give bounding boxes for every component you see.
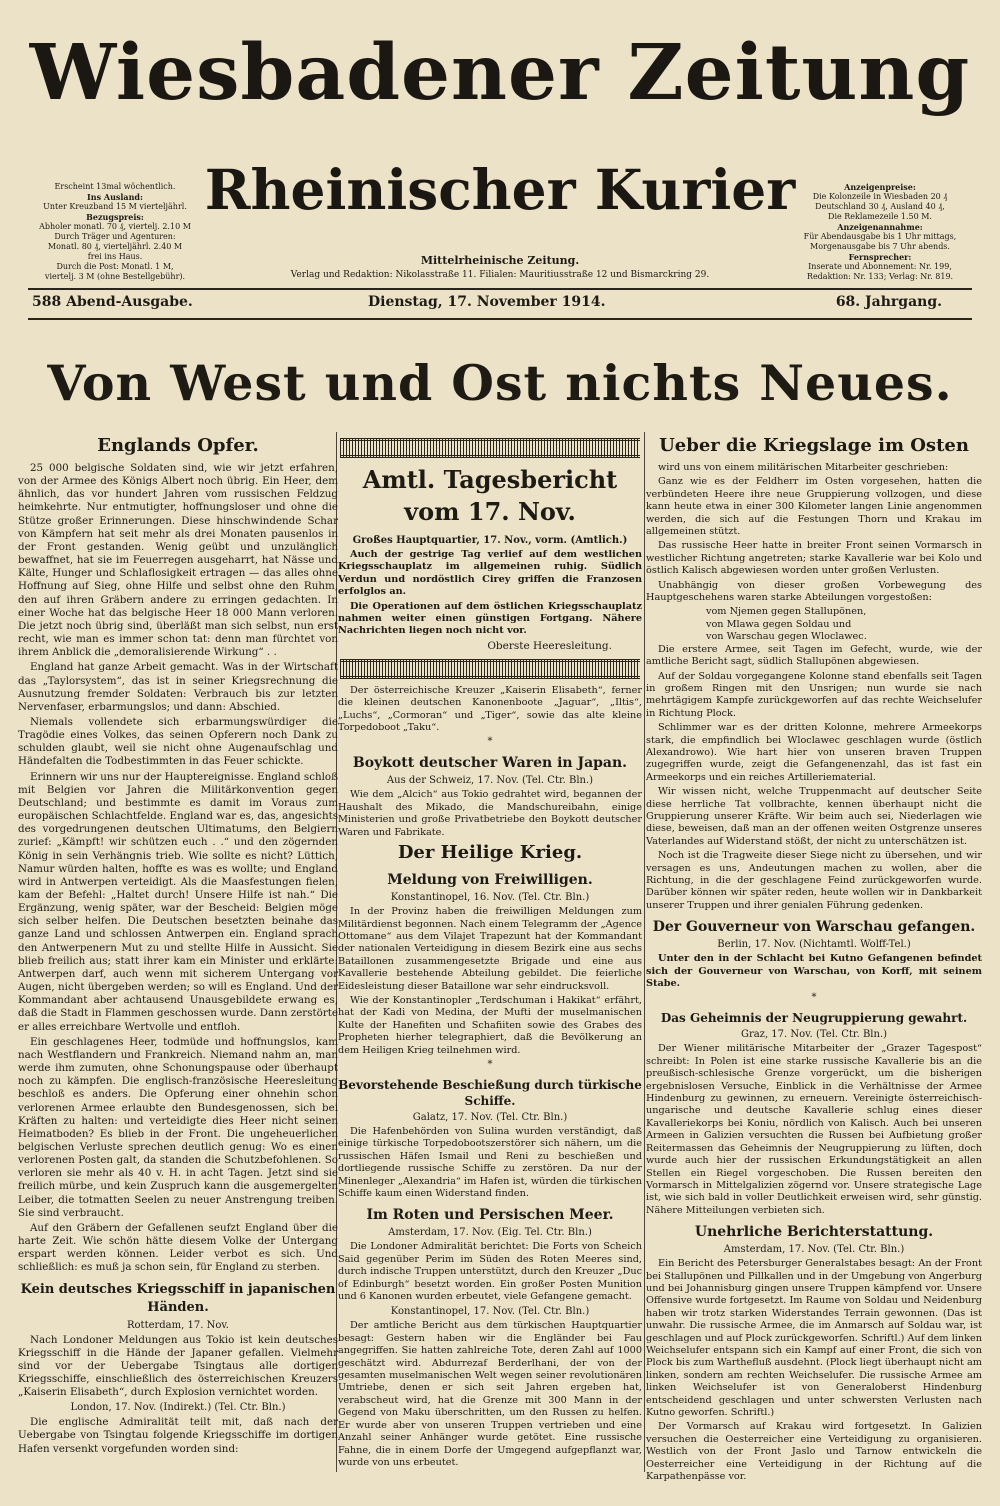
article-paragraph: Erinnern wir uns nur der Hauptereignisse. England schloß mit Belgien vor Jahren die Militärkonvention gegen Deutschland; und bestimmte es damit im Voraus zum europäischen Schlachtfelde. England war es, das, angesichts des vorgedrungenen deutschen Ultimatums, den Belgiern zurief: „Kämpft! wir schützen euch . .“ und den zögernden König in sein Verhängnis trieb. Wie sollte es nicht? Lüttich, Namur würden halten, hoffte es was es wollte; und England wird in Antwerpen verteidigt. Als die Maasfestungen fielen, kam der Befehl: „Haltet durch! Unsere Hilfe ist nah.“ Die Ergänzung, wenig später, war der Bescheid: Belgien möge sich selber helfen. Die Deutschen besetzten beinahe das ganze Land und schlossen Antwerpen ein. England sprach den Antwerpenern Mut zu und stellte Hilfe in Aussicht. Sie blieb freilich aus; statt ihrer kam ein Minister und erklärte: Antwerpen darf, auch wenn mit sicherem Untergang vor Augen, nicht übergeben werden; so will es England. Und der Kommandant aber achtausend Unausgebildete erwang es, daß die Stadt in Flammen geschossen wurde. Dann zerstörte er alles erreichbare Wertvolle und entfloh. (18, 770, 338, 1033)
info-line: Unter Kreuzband 15 M vierteljährl. (43, 202, 187, 211)
signature: Oberste Heeresleitung. (487, 639, 612, 652)
info-line: Anzeigenannahme: (837, 222, 923, 232)
dateline-location: Großes Hauptquartier, 17. Nov., vorm. (Amtlich.) (352, 535, 628, 546)
article-paragraph: England hat ganze Arbeit gemacht. Was in der Wirtschaft das „Taylorsystem“, das ist in seiner Kriegsrechnung die Ausnutzung fremder Soldaten: Verbrauch bis zur letzten Nervenfaser, erbarmungslos; und dann: Abschied. (18, 661, 338, 713)
info-line: Deutschland 30 ₰, Ausland 40 ₰, (815, 202, 945, 211)
info-line: Ins Ausland: (87, 192, 143, 202)
dateline-location: London, 17. Nov. (Indirekt.) (Tel. Ctr. Bln.) (70, 1402, 286, 1414)
article-paragraph: Niemals vollendete sich erbarmungswürdiger die Tragödie eines Volkes, das seinen Opferern noch Dank zu schulden glaubt, weil sie nicht ohne Augenaufschlag und Händefalten die Todbestimmten in das Feuer schickte. (18, 715, 338, 768)
article-paragraph: Ein geschlagenes Heer, todmüde und hoffnungslos, kam nach Westflandern und Frankreich. Niemand nahm an, man werde ihm zumuten, ohne Schonungspause oder überhaupt noch zu kämpfen. Die englisch-französische Heeresleitung beschloß es anders. Die Opferung einer ohnehin schon verlorenen Armee erlaubte den Bundesgenossen, sich bei Kräften zu halten: und verteidigte dies Heer nicht seinen Heimatboden? Es blieb in der Front. Die ungeheuerlichen belgischen Verluste sprechen deutlich genug: Wo es einen verlorenen Posten galt, da standen die Schutzbefohlenen. So verloren sie mehr als 40 v. H. in acht Tagen. Jetzt sind sie freilich mürbe, und kein Zuspruch kann die ausgemergelten Leiber, die totmatten Seelen zu neuer Anstrengung treiben. Sie sind verbraucht. (18, 1035, 338, 1219)
divider (28, 318, 972, 320)
info-line: Die Reklamezeile 1.50 M. (828, 212, 932, 221)
article-paragraph: Der amtliche Bericht aus dem türkischen Hauptquartier besagt: Gestern haben wir die Engländer bei Fau angegriffen. Sie hatten zahlreiche Tote, deren Zahl auf 1000 geschätzt wird. Abdurrezaf Berderlhani, der von der gesamten muselmanischen Welt wegen seiner revolutionären Umtriebe, denen er sich seit Jahren ergeben hat, verabscheut wird, hat die Grenze mit 300 Mann in der Gegend von Maku überschritten, um den Russen zu helfen. Er wurde aber von unseren Truppen vertrieben und eine Anzahl seiner Anhänger wurde getötet. Eine russische Fahne, die in einem Dorfe der Umgegend aufgepflanzt war, wurde von uns erbeutet. (338, 1320, 642, 1468)
article-paragraph: Das russische Heer hatte in breiter Front seinen Vormarsch in westlicher Richtung angetreten; starke Kavallerie war bei Kolo und östlich Kalisch abgewiesen worden unter großen Verlusten. (646, 540, 982, 577)
separator-asterisk: * (487, 736, 493, 748)
article-subtitle: Meldung von Freiwilligen. (387, 872, 593, 889)
advertising-info (790, 182, 970, 282)
separator-asterisk: * (811, 992, 817, 1004)
article-paragraph: Der Vormarsch auf Krakau wird fortgesetzt. In Galizien versuchen die Oesterreicher eine Verteidigung zu organisieren. Westlich von der Front Jaslo und Tarnow entwickeln die Oesterreicher eine Verteidigung in der Richtung auf die Karpathenpässe vor. (646, 1421, 982, 1483)
article-paragraph: Die Operationen auf dem östlichen Kriegsschauplatz nahmen weiter einen günstigen Fortgang. Nähere Nachrichten liegen noch nicht vor. (338, 600, 642, 637)
article-paragraph: Schlimmer war es der dritten Kolonne, mehrere Armeekorps stark, die empfindlich bei Wloclawec geschlagen wurde (östlich Alexandrowo). Wie hart hier von unseren braven Truppen zugegriffen wurde, zeigt die Gefangenenzahl, das ist fast ein Armeekorps und ein reiches Artilleriematerial. (646, 722, 982, 783)
column-middle (338, 432, 642, 1471)
dateline-location: Konstantinopel, 16. Nov. (Tel. Ctr. Bln.) (390, 892, 590, 904)
dateline-location: Aus der Schweiz, 17. Nov. (Tel. Ctr. Bln.) (386, 775, 594, 787)
info-line: Fernsprecher: (848, 252, 912, 262)
article-paragraph: Unabhängig von dieser großen Vorbewegung des Hauptgeschehens waren starke Abteilungen vorgestoßen: (646, 579, 982, 604)
masthead-tagline: Mittelrheinische Zeitung. (420, 254, 580, 267)
issue-date: Dienstag, 17. November 1914. (368, 294, 606, 310)
article-title: Kein deutsches Kriegsschiff in japanischen Händen. (20, 1281, 336, 1315)
info-line: Inserate und Abonnement: Nr. 199, (808, 262, 952, 271)
article-title: Ueber die Kriegslage im Osten (659, 435, 969, 456)
masthead-subtitle: Rheinischer Kurier (204, 157, 796, 222)
subscription-info (30, 182, 200, 282)
column-right (646, 432, 982, 1485)
article-paragraph: Die englische Admiralität teilt mit, daß nach der Uebergabe von Tsingtau folgende Kriegsschiffe im dortigen Hafen versenkt vorgefunden worden sind: (18, 1416, 338, 1455)
info-line: Die Kolonzeile in Wiesbaden 20 ₰ (812, 192, 948, 201)
info-line: Morgenausgabe bis 7 Uhr abends. (810, 242, 950, 251)
info-line: Abholer monatl. 70 ₰, viertelj. 2.10 M (39, 222, 191, 231)
article-title: Unehrliche Berichterstattung. (694, 1224, 934, 1241)
masthead-title: Wiesbadener Zeitung (29, 28, 971, 118)
info-line: Für Abendausgabe bis 1 Uhr mittags, (803, 232, 957, 241)
article-title: Bevorstehende Beschießung durch türkische Schiffe. (338, 1077, 642, 1108)
article-paragraph: Auch der gestrige Tag verlief auf dem westlichen Kriegsschauplatz im allgemeinen ruhig. Südlich Verdun und nordöstlich Cirey griffen die Franzosen erfolglos an. (338, 549, 642, 598)
article-paragraph: Noch ist die Tragweite dieser Siege nicht zu übersehen, und wir versagen es uns, Andeutungen machen zu wollen, aber die Richtung, in die der geschlagene Feind zurückgeworfen wurde. Darüber können wir später reden, heute wollen wir in Dankbarkeit unserer Truppen und ihrer genialen Führung gedenken. (646, 850, 982, 911)
article-paragraph: Wir wissen nicht, welche Truppenmacht auf deutscher Seite diese herrliche Tat vollbrachte, kennen überhaupt nicht die Gruppierung unserer Kräfte. Wir beim auch sei, Niederlagen wie diese, beweisen, daß man an der offenen weiten Ostgrenze unseres Vaterlandes auf Widerstand stößt, der nicht zu unterschätzen ist. (646, 786, 982, 847)
separator-asterisk: * (487, 1058, 493, 1070)
article-paragraph: Auf der Soldau vorgegangene Kolonne stand ebenfalls seit Tagen in großem Ringen mit den Unsrigen; nun wurde sie nach mehrtägigem Kampfe zurückgeworfen auf das rechte Weichselufer in Richtung Plock. (646, 670, 982, 719)
article-title: Amtl. Tagesbericht vom 17. Nov. (362, 465, 618, 526)
article-paragraph: Unter den in der Schlacht bei Kutno Gefangenen befindet sich der Gouverneur von Warschau, von Korff, mit seinem Stabe. (646, 953, 982, 990)
info-line: Durch Träger und Agenturen: (54, 232, 176, 241)
article-title: Der Heilige Krieg. (397, 842, 583, 864)
info-line: Redaktion: Nr. 133; Verlag: Nr. 819. (806, 272, 954, 281)
dateline-location: Amsterdam, 17. Nov. (Tel. Ctr. Bln.) (723, 1244, 905, 1256)
list-item: vom Njemen gegen Stallupönen, (706, 606, 867, 618)
info-line: Monatl. 80 ₰, vierteljährl. 2.40 M (47, 242, 183, 251)
issue-number: 588 Abend-Ausgabe. (32, 294, 193, 310)
article-paragraph: Ganz wie es der Feldherr im Osten vorgesehen, hatten die verbündeten Heere ihre neue Gruppierung vollzogen, und diese kann heute etwa in einer 300 Kilometer langen Linie angenommen werden, die sich auf die Festungen Thorn und Krakau im allgemeinen stützt. (646, 476, 982, 538)
ornamental-rule (340, 438, 640, 458)
volume-year: 68. Jahrgang. (835, 294, 942, 310)
article-paragraph: Der Wiener militärische Mitarbeiter der „Grazer Tagespost“ schreibt: In Polen ist eine starke russische Kavallerie bis an die preußisch-schlesische Grenze vorgerückt, um die bisherigen ergebnislosen Versuche, Einblick in die Verhältnisse der Armee Hindenburg zu gewinnen, zu erneuern. Vereinigte österreichisch-ungarische und deutsche Kavallerie schlug eines dieser Kavalleriekorps bei Koniu, nördlich von Kalisch. Auch bei unseren Armeen in Galizien versuchten die Russen bei Aufbietung großer Reitermassen das Geheimnis der Neugruppierung zu lüften, doch wurde auch hier der russischen Erkundungstätigkeit an allen Stellen ein Riegel vorgeschoben. Die Russen bereiten den Vormarsch in Mittelgalizien zögernd vor. Unsere strategische Lage ist, wie sich bald in voller Deutlichkeit erweisen wird, sehr günstig. Nähere Mitteilungen verbieten sich. (646, 1043, 982, 1216)
article-paragraph: Wie dem „Alcich“ aus Tokio gedrahtet wird, begannen der Haushalt des Mikado, die Mandschureibahn, einige Ministerien und große Privatbetriebe den Boykott deutscher Waren und Fabrikate. (338, 789, 642, 838)
info-line: frei ins Haus. (87, 252, 143, 261)
article-paragraph: Ein Bericht des Petersburger Generalstabes besagt: An der Front bei Stallupönen und Pillkallen und in der Umgebung von Angerburg und bei Johannisburg gingen unsere Truppen kämpfend vor. Unsere Offensive wurde fortgesetzt. Im Raume von Soldau und Neidenburg haben wir trotz starken Widerstandes Terrain gewonnen. (Das ist unwahr. Die russische Armee, die im Anmarsch auf Soldau war, ist geschlagen und auf Plock zurückgeworfen. Schriftl.) Auf dem linken Weichselufer entspann sich ein Kampf auf einer Front, die sich von Plock bis zum Warthefluß ausdehnt. (Plock liegt überhaupt nicht am linken, sondern am rechten Weichselufer. Die russische Armee am linken Weichselufer ist von Generaloberst Hindenburg entscheidend geschlagen und unter schwersten Verlusten nach Kutno geworfen. Schriftl.) (646, 1258, 982, 1418)
main-headline: Von West und Ost nichts Neues. (47, 354, 953, 412)
article-paragraph: Nach Londoner Meldungen aus Tokio ist kein deutsches Kriegsschiff in die Hände der Japaner gefallen. Vielmehr sind vor der Uebergabe Tsingtaus alle dortigen Kriegsschiffe, einschließlich des österreichischen Kreuzers „Kaiserin Elisabeth“, durch Explosion vernichtet worden. (18, 1333, 338, 1399)
article-paragraph: Die erstere Armee, seit Tagen im Gefecht, wurde, wie der amtliche Bericht sagt, südlich Stallupönen abgewiesen. (646, 643, 982, 668)
article-title: Englands Opfer. (97, 435, 259, 456)
divider (28, 288, 972, 290)
column-divider (644, 432, 645, 1472)
article-paragraph: Die Hafenbehörden von Sulina wurden verständigt, daß einige türkische Torpedobootszerstörer sich nähern, um die russischen Häfen Ismail und Reni zu beschießen und dortliegende russische Schiffe zu zerstören. Da nur der Minenleger „Alexandria“ im Hafen ist, würden die türkischen Schiffe kaum einen Widerstand finden. (338, 1125, 642, 1199)
article-paragraph: wird uns von einem militärischen Mitarbeiter geschrieben: (658, 462, 949, 473)
dateline-location: Graz, 17. Nov. (Tel. Ctr. Bln.) (740, 1029, 888, 1041)
article-paragraph: 25 000 belgische Soldaten sind, wie wir jetzt erfahren, von der Armee des Königs Albert noch übrig. Ein Heer, dem ähnlich, das vor hundert Jahren vom russischen Feldzug heimkehrte. Nur entmutigter, hoffnungsloser und ohne die Stütze großer Erinnerungen. Diese hinschwindende Schar von Kämpfern hat seit mehr als drei Monaten pausenlos in der Front gestanden. Wenig geübt und unzulänglich bewaffnet, hat sie im Feuerregen ausgeharrt, hat Nässe und Kälte, Hunger und Schlaflosigkeit ertragen — das alles ohne Hoffnung auf Sieg, ohne Hilfe und selbst ohne den Ruhm, den auf ihren Gräbern andere zu erringen gedachten. In einer Woche hat das belgische Heer 18 000 Mann verloren. Die jetzt noch übrig sind, überläßt man sich selbst, nun erst recht, wie man es immer schon tat: denn man fürchtet von ihrem Anblick die „demoralisierende Wirkung“ . . (18, 462, 338, 659)
info-line: Erscheint 13mal wöchentlich. (54, 182, 176, 191)
article-paragraph: Auf den Gräbern der Gefallenen seufzt England über die harte Zeit. Wie schön hätte diesem Volke der Untergang erspart werden können. Leider verbot es sich. Und schließlich: es muß ja schon sein, für England zu sterben. (18, 1221, 338, 1274)
dateline-location: Konstantinopel, 17. Nov. (Tel. Ctr. Bln.) (390, 1306, 590, 1318)
dateline-location: Berlin, 17. Nov. (Nichtamtl. Wolff-Tel.) (717, 939, 911, 951)
article-paragraph: Der österreichische Kreuzer „Kaiserin Elisabeth“, ferner die kleinen deutschen Kanonenboote „Jaguar“, „Iltis“, „Luchs“, „Cormoran“ und „Tiger“, sowie das alte kleine Torpedoboot „Taku“. (338, 684, 642, 734)
info-line: Durch die Post: Monatl. 1 M, (56, 262, 174, 271)
article-title: Im Roten und Persischen Meer. (366, 1207, 614, 1224)
dateline-location: Amsterdam, 17. Nov. (Eig. Tel. Ctr. Bln.) (388, 1227, 592, 1239)
article-paragraph: Wie der Konstantinopler „Terdschuman i Hakikat“ erfährt, hat der Kadi von Medina, der Mufti der muselmanischen Kulte der Hanefiten und Schafiiten sowie des Grabes des Propheten hierher telegraphiert, daß die Bevölkerung an dem Heiligen Krieg teilnehmen wird. (338, 994, 642, 1056)
article-title: Das Geheimnis der Neugruppierung gewahrt. (660, 1011, 968, 1026)
article-paragraph: In der Provinz haben die freiwilligen Meldungen zum Militärdienst begonnen. Nach einem Telegramm der „Agence Ottomane“ aus dem Vilajet Trapezunt hat der Kommandant der nationalen Verteidigung in diesem Bezirk eine aus sechs Bataillonen zusammengesetzte Brigade und eine aus Kavallerie bestehende Abteilung gebildet. Die feierliche Eidesleistung dieser Bataillone war sehr eindrucksvoll. (338, 906, 642, 992)
article-paragraph: Die Londoner Admiralität berichtet: Die Forts von Scheich Said gegenüber Perim im Süden des Roten Meeres sind, durch indische Truppen unterstützt, durch den Kreuzer „Duc of Edinburgh“ besetzt worden. Ein großer Posten Munition und 6 Kanonen wurden erbeutet, viele Gefangene gemacht. (338, 1241, 642, 1303)
list-item: von Mlawa gegen Soldau und (706, 618, 852, 630)
column-left (18, 432, 338, 1458)
list-item: von Warschau gegen Wloclawec. (706, 631, 867, 643)
dateline (28, 294, 972, 316)
info-line: Anzeigenpreise: (844, 182, 916, 192)
article-title: Der Gouverneur von Warschau gefangen. (652, 919, 976, 936)
dateline-location: Rotterdam, 17. Nov. (127, 1319, 229, 1331)
article-title: Boykott deutscher Waren in Japan. (352, 755, 628, 772)
info-line: Bezugspreis: (86, 212, 144, 222)
info-line: viertelj. 3 M (ohne Bestellgebühr). (44, 272, 186, 281)
ornamental-rule (340, 659, 640, 679)
dateline-location: Galatz, 17. Nov. (Tel. Ctr. Bln.) (412, 1111, 568, 1123)
masthead-address: Verlag und Redaktion: Nikolasstraße 11. Filialen: Mauritiusstraße 12 und Bismarckring 29. (290, 270, 710, 280)
